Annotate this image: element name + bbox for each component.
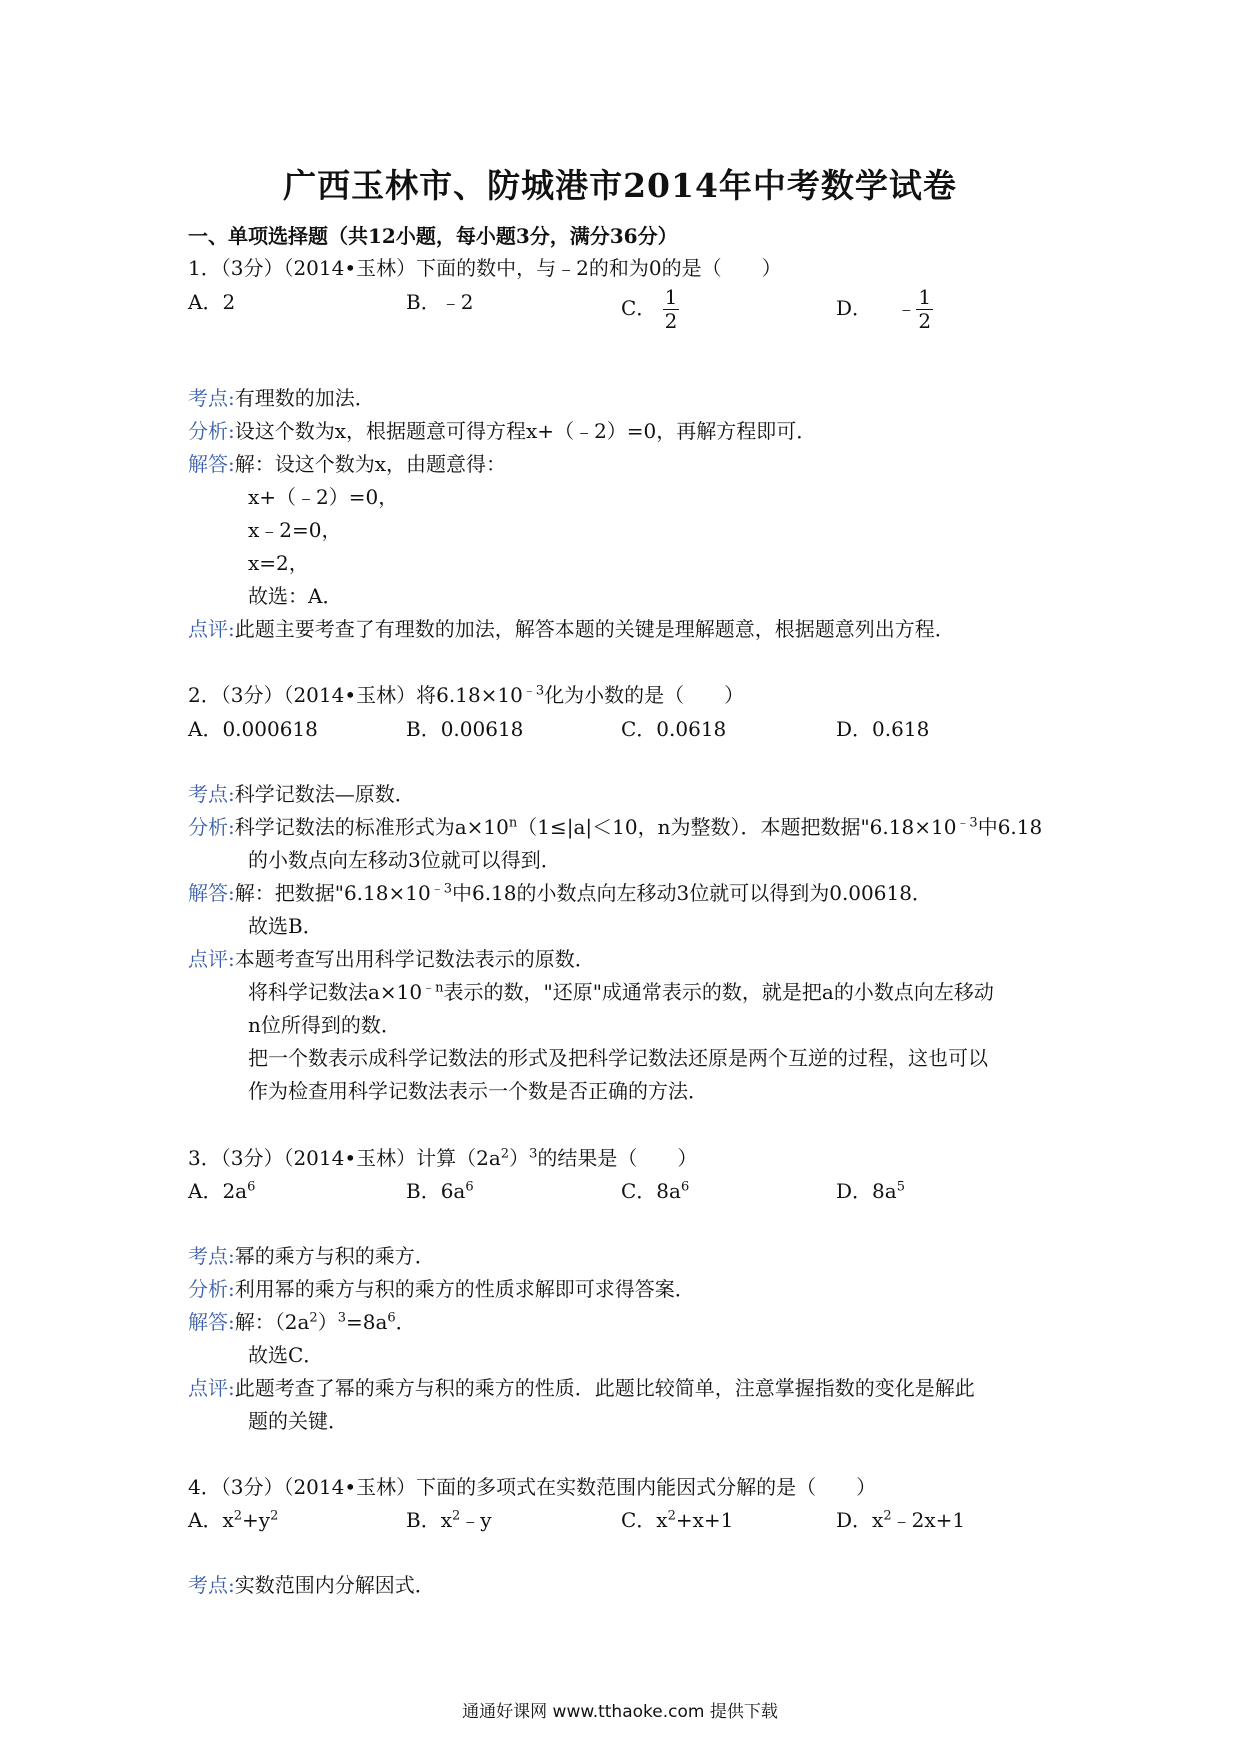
q2-option-d: D．0.618 — [836, 717, 930, 741]
q1-option-b: B．﹣2 — [406, 290, 474, 314]
q2-option-c: C．0.0618 — [621, 717, 727, 741]
q2-fenxi: 分析:科学记数法的标准形式为$a\times 10^n(1\le|a|<10$，n为整数）．本题把数据"$6.18\times 10^{﹣3}$中6.18 — [188, 815, 1043, 839]
q3-option-b: B．$6a^6$ — [406, 1179, 474, 1203]
page-title: 广西玉林市、防城港市2014年中考数学试卷 — [283, 166, 957, 205]
q3-jieda-cont: 故选C． — [248, 1343, 324, 1367]
q1-option-c: C． $\frac{1}{2}$ — [621, 285, 678, 333]
q4-option-a: A．$x^2+y^2$ — [188, 1508, 279, 1532]
q2-kaodian: 考点:科学记数法—原数． — [188, 782, 415, 806]
q2-dianping-3: n位所得到的数． — [248, 1013, 401, 1037]
q1-dianping: 点评:此题主要考查了有理数的加法，解答本题的关键是理解题意，根据题意列出方程． — [188, 617, 955, 641]
q4-option-d: D．$x^2﹣2x+1$ — [836, 1508, 966, 1532]
footer-source: 通通好课网 www.tthaoke.com 提供下载 — [462, 1702, 778, 1722]
fraction-one-half: $\frac{1}{2}$ — [664, 285, 678, 333]
q2-option-b: B．0.00618 — [406, 717, 524, 741]
q1-step-2: x﹣2=0， — [248, 518, 342, 542]
q3-option-a: A．$2a^6$ — [188, 1179, 256, 1203]
q1-step-3: x=2， — [248, 551, 309, 575]
question-4-stem: 4．（3分）（2014•玉林）下面的多项式在实数范围内能因式分解的是（ ） — [188, 1475, 877, 1499]
section-heading: 一、单项选择题（共12小题，每小题3分，满分36分） — [188, 224, 678, 248]
q2-option-a: A．0.000618 — [188, 717, 318, 741]
q2-jieda: 解答:解：把数据"$6.18\times 10^{﹣3}$中6.18的小数点向左移动3位就可以得到为0.00618． — [188, 881, 932, 905]
question-3-stem: 3．（3分）（2014•玉林）计算$(2a^2)^3$的结果是（ ） — [188, 1146, 698, 1170]
q1-jieda: 解答:解：设这个数为x，由题意得： — [188, 452, 507, 476]
q3-option-c: C．$8a^6$ — [621, 1179, 690, 1203]
q1-option-d: D． ﹣ $\frac{1}{2}$ — [836, 285, 932, 333]
q3-kaodian: 考点:幂的乘方与积的乘方． — [188, 1244, 435, 1268]
q2-dianping: 点评:本题考查写出用科学记数法表示的原数． — [188, 947, 595, 971]
q4-kaodian: 考点:实数范围内分解因式． — [188, 1573, 435, 1597]
q2-fenxi-cont: 的小数点向左移动3位就可以得到． — [248, 848, 561, 872]
q4-option-b: B．$x^2﹣y$ — [406, 1508, 492, 1532]
q1-fenxi: 分析:设这个数为x，根据题意可得方程x+（﹣2）=0，再解方程即可． — [188, 419, 817, 443]
fraction-neg-one-half: $\frac{1}{2}$ — [918, 285, 932, 333]
q3-dianping: 点评:此题考查了幂的乘方与积的乘方的性质．此题比较简单，注意掌握指数的变化是解此 — [188, 1376, 975, 1400]
q1-step-4: 故选：A． — [248, 584, 343, 608]
q2-dianping-2: 将科学记数法$a\times 10^{﹣n}$表示的数，"还原"成通常表示的数，就是把a的小数点向左移动 — [248, 980, 994, 1004]
q2-dianping-4: 把一个数表示成科学记数法的形式及把科学记数法还原是两个互逆的过程，这也可以 — [248, 1046, 988, 1070]
q1-option-a: A．2 — [188, 290, 236, 314]
q4-option-c: C．$x^2+x+1$ — [621, 1508, 734, 1532]
q1-kaodian: 考点:有理数的加法． — [188, 386, 375, 410]
q3-dianping-2: 题的关键． — [248, 1409, 348, 1433]
q2-jieda-cont: 故选B． — [248, 914, 323, 938]
question-2-stem: 2．（3分）（2014•玉林）将$6.18\times 10^{﹣3}$化为小数的是（ ） — [188, 683, 745, 707]
q3-option-d: D．$8a^5$ — [836, 1179, 905, 1203]
q3-fenxi: 分析:利用幂的乘方与积的乘方的性质求解即可求得答案． — [188, 1277, 695, 1301]
q2-dianping-5: 作为检查用科学记数法表示一个数是否正确的方法． — [248, 1079, 708, 1103]
question-1-stem: 1．（3分）（2014•玉林）下面的数中，与﹣2的和为0的是（ ） — [188, 256, 782, 280]
q3-jieda: 解答:解：$(2a^2)^3=8a^6$． — [188, 1310, 416, 1334]
q1-step-1: x+（﹣2）=0， — [248, 485, 399, 509]
